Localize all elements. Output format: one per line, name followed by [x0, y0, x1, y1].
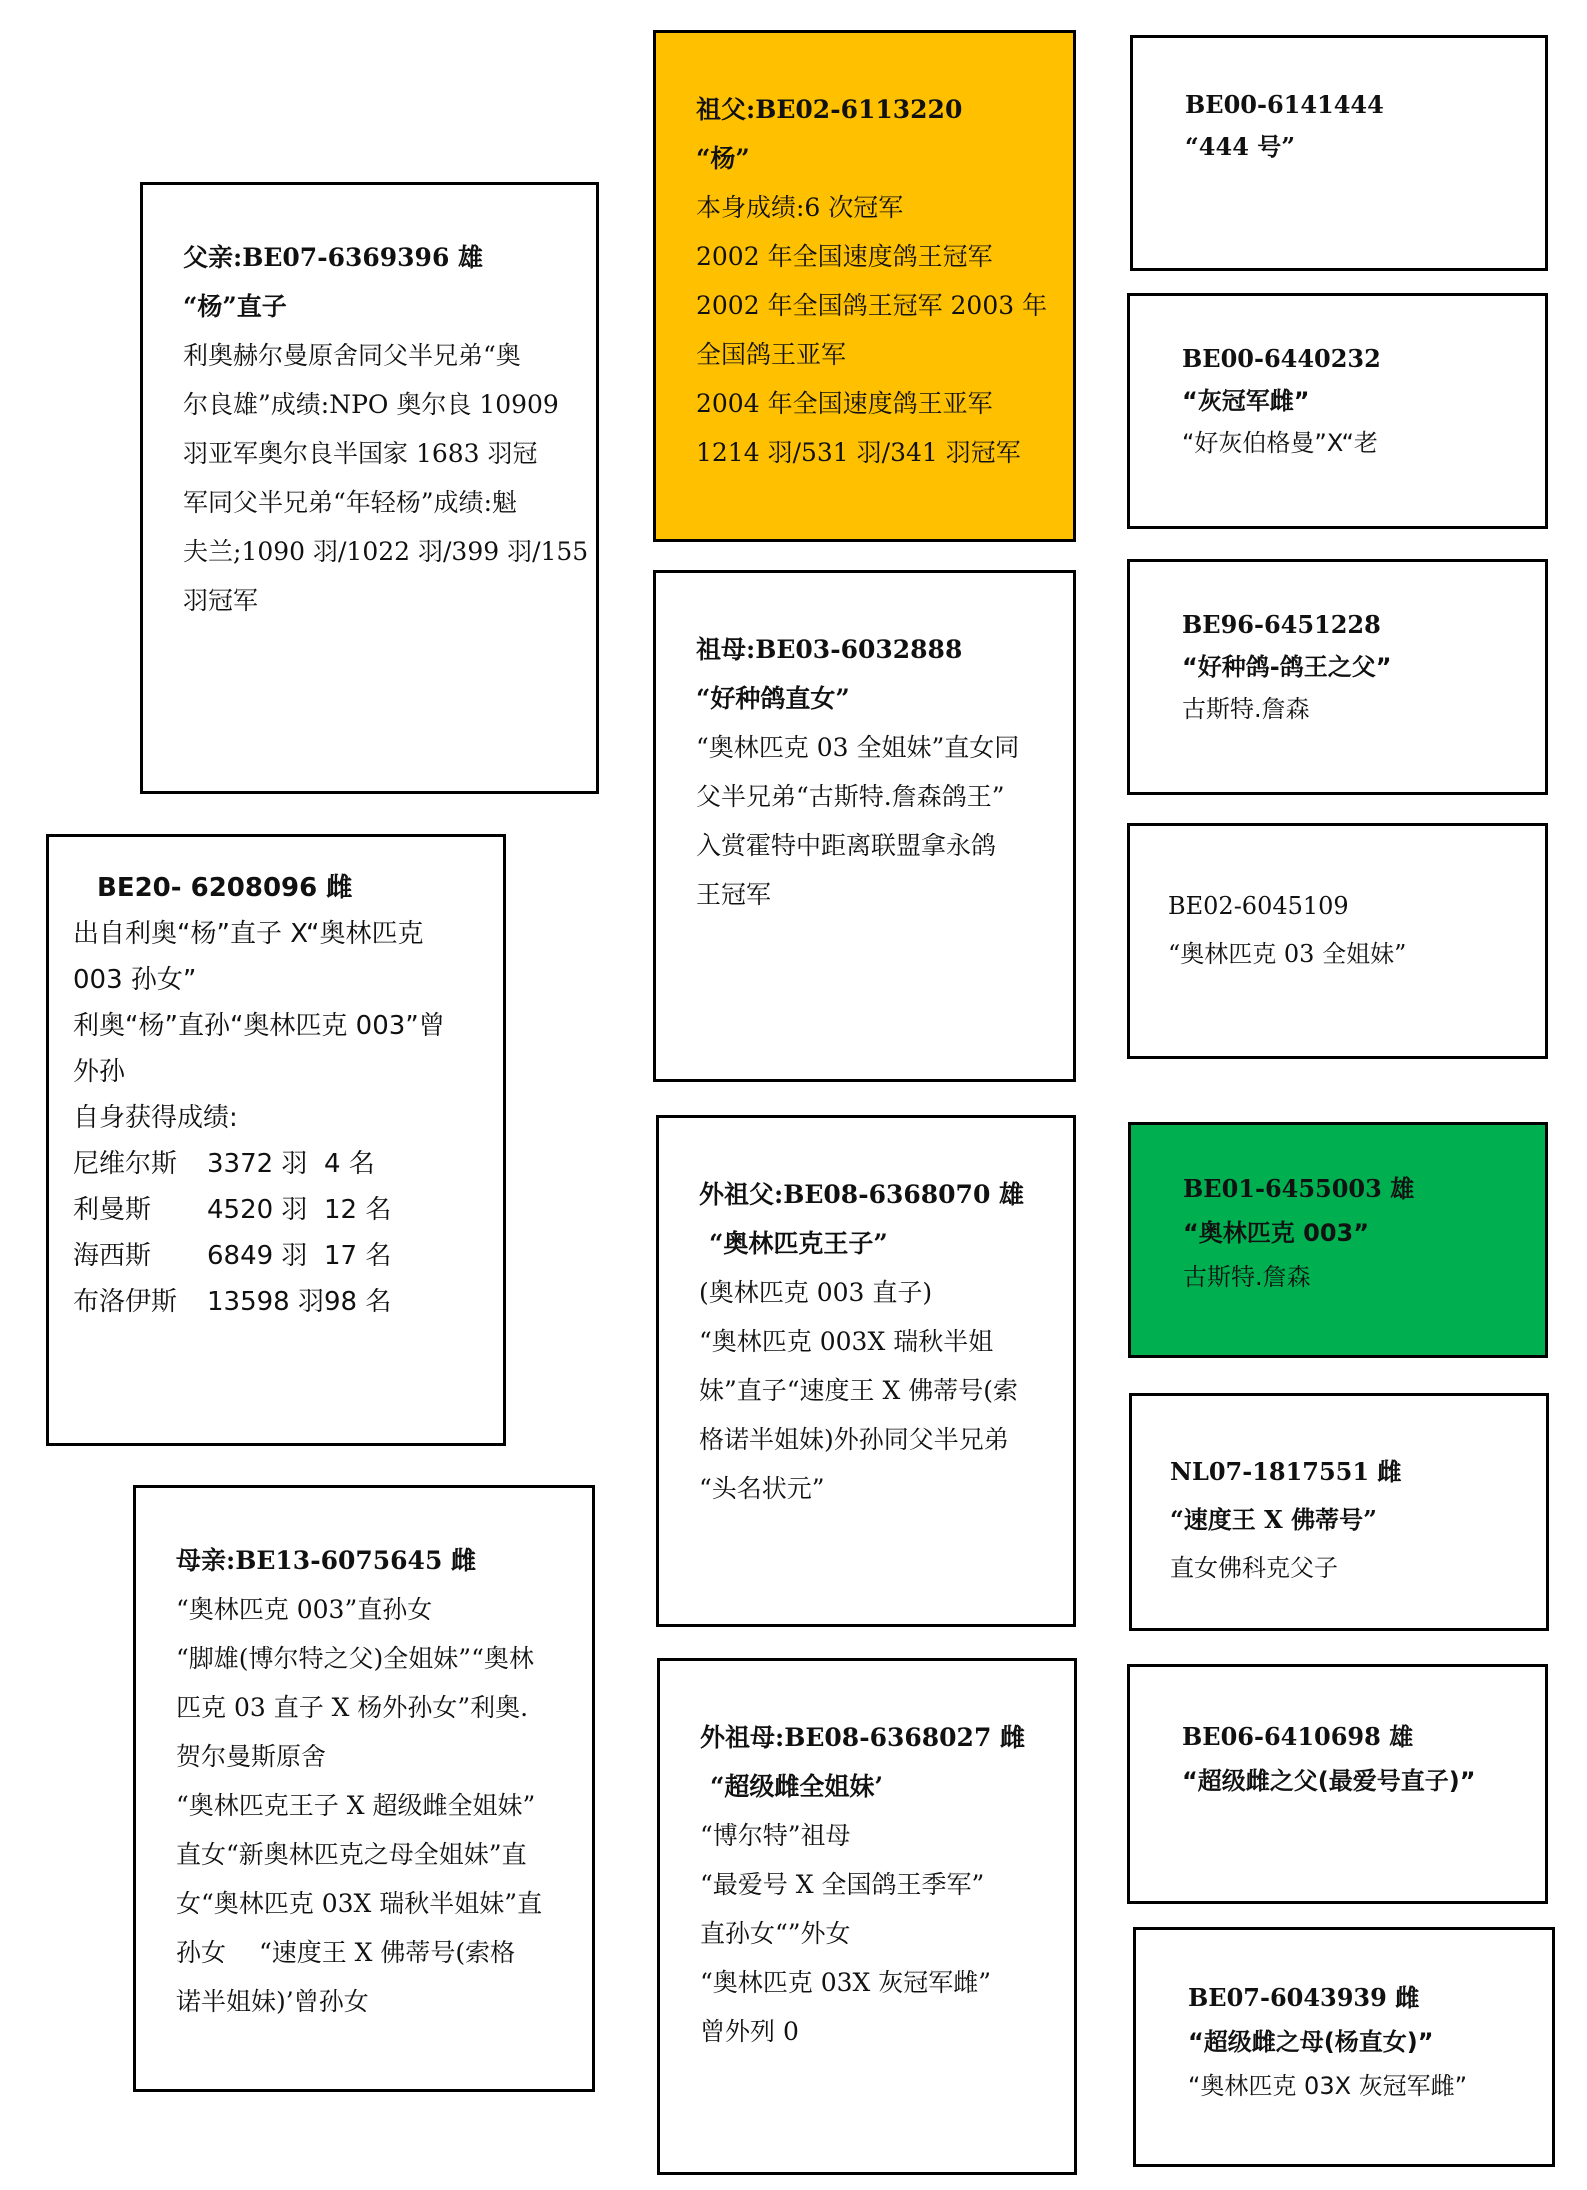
- ancestor-card: [1127, 559, 1548, 795]
- grandfather-line: 2002 年全国鸽王冠军 2003 年: [696, 291, 1048, 320]
- father-line: 夫兰;1090 羽/1022 羽/399 羽/155: [183, 537, 589, 566]
- grandfather-line: 全国鸽王亚军: [696, 340, 847, 369]
- ancestor-name: “灰冠军雌”: [1182, 387, 1310, 415]
- ancestor-name: “超级雌之父(最爱号直子)”: [1182, 1767, 1476, 1795]
- ancestor-note: “好灰伯格曼”X“老: [1182, 429, 1378, 457]
- mother-card: [133, 1485, 595, 2092]
- result-place: 17 名: [323, 1241, 392, 1271]
- ancestor-card: [1127, 1664, 1548, 1904]
- result-place: 12 名: [323, 1195, 392, 1225]
- ancestor-note: 直女佛科克父子: [1170, 1554, 1338, 1582]
- result-row: [73, 1233, 391, 1279]
- maternal-grandmother-title: 外祖母:BE08-6368027 雌: [700, 1723, 1026, 1752]
- ancestor-ring: BE00-6440232: [1182, 344, 1381, 373]
- grandfather-line: 本身成绩:6 次冠军: [696, 193, 904, 222]
- father-line: 利奥赫尔曼原舍同父半兄弟“奥: [183, 341, 521, 370]
- mother-title: 母亲:BE13-6075645 雌: [176, 1546, 477, 1575]
- father-card: [140, 182, 599, 794]
- grandmother-line: 入赏霍特中距离联盟拿永鸽: [696, 831, 997, 860]
- result-birds: 3372 羽: [207, 1149, 308, 1179]
- ancestor-name: “超级雌之母(杨直女)”: [1188, 2028, 1434, 2056]
- maternal-grandfather-name: “奥林匹克王子”: [709, 1229, 888, 1258]
- ancestor-card: [1129, 1393, 1549, 1631]
- maternal-grandmother-line: “奥林匹克 03X 灰冠军雌”: [700, 1968, 992, 1997]
- ancestor-name: “奥林匹克 003”: [1183, 1219, 1369, 1247]
- maternal-grandmother-line: 曾外列 0: [700, 2017, 799, 2046]
- maternal-grandfather-line: 妹”直子“速度王 X 佛蒂号(索: [699, 1376, 1019, 1405]
- mother-line: 直女“新奥林匹克之母全姐妹”直: [176, 1840, 527, 1869]
- result-row: [73, 1141, 391, 1187]
- paternal-grandfather-card: [653, 30, 1076, 542]
- ancestor-name: “速度王 X 佛蒂号”: [1170, 1505, 1377, 1534]
- results-table: [73, 1141, 391, 1325]
- grandfather-line: 2004 年全国速度鸽王亚军: [696, 389, 993, 418]
- ancestor-name: “444 号”: [1185, 132, 1296, 161]
- ancestor-card: [1127, 823, 1548, 1059]
- paternal-grandmother-card: [653, 570, 1076, 1082]
- father-name: “杨”直子: [183, 292, 287, 321]
- maternal-grandfather-line: 格诺半姐妹)外孙同父半兄弟: [699, 1425, 1009, 1454]
- result-birds: 13598 羽: [207, 1287, 324, 1317]
- grandfather-line: 2002 年全国速度鸽王冠军: [696, 242, 993, 271]
- father-title: 父亲:BE07-6369396 雄: [183, 243, 484, 272]
- father-line: 羽亚军奥尔良半国家 1683 羽冠: [183, 439, 538, 468]
- result-place: 98 名: [323, 1287, 392, 1317]
- maternal-grandfather-card: [656, 1115, 1076, 1627]
- result-row: [73, 1187, 391, 1233]
- result-race: 海西斯: [73, 1241, 152, 1271]
- ancestor-note: “奥林匹克 03X 灰冠军雌”: [1188, 2072, 1468, 2100]
- result-race: 利曼斯: [73, 1195, 152, 1225]
- grandfather-title: 祖父:BE02-6113220: [696, 95, 963, 124]
- subject-line: 003 孙女”: [73, 965, 197, 995]
- maternal-grandfather-line: “头名状元”: [699, 1474, 825, 1503]
- mother-line: “脚雄(博尔特之父)全姐妹”“奥林: [176, 1644, 534, 1673]
- mother-line: 匹克 03 直子 X 杨外孙女”利奥.: [176, 1693, 529, 1722]
- maternal-grandfather-title: 外祖父:BE08-6368070 雄: [699, 1180, 1025, 1209]
- mother-line: 诺半姐妹)’曾孙女: [176, 1987, 369, 2016]
- father-line: 尔良雄”成绩:NPO 奥尔良 10909: [183, 390, 559, 419]
- mother-line: “奥林匹克 003”直孙女: [176, 1595, 433, 1624]
- result-place: 4 名: [323, 1149, 375, 1179]
- grandfather-line: 1214 羽/531 羽/341 羽冠军: [696, 438, 1021, 467]
- mother-line: “奥林匹克王子 X 超级雌全姐妹”: [176, 1791, 536, 1820]
- maternal-grandmother-card: [657, 1658, 1077, 2175]
- ancestor-note: 古斯特.詹森: [1183, 1263, 1311, 1291]
- result-birds: 4520 羽: [207, 1195, 308, 1225]
- maternal-grandmother-line: 直孙女“”外女: [700, 1919, 851, 1948]
- maternal-grandfather-line: (奥林匹克 003 直子): [699, 1278, 933, 1307]
- ancestor-ring: NL07-1817551 雌: [1170, 1457, 1402, 1486]
- subject-ring: BE20- 6208096 雌: [97, 873, 353, 903]
- ancestor-ring: BE00-6141444: [1185, 90, 1384, 119]
- subject-line: 利奥“杨”直孙“奥林匹克 003”曾: [73, 1011, 445, 1041]
- grandmother-name: “好种鸽直女”: [696, 684, 850, 713]
- ancestor-note: 古斯特.詹森: [1182, 695, 1310, 723]
- ancestor-card: [1133, 1927, 1555, 2167]
- grandfather-name: “杨”: [696, 144, 750, 173]
- grandmother-line: 父半兄弟“古斯特.詹森鸽王”: [696, 782, 1005, 811]
- result-race: 尼维尔斯: [73, 1149, 178, 1179]
- maternal-grandfather-line: “奥林匹克 003X 瑞秋半姐: [699, 1327, 994, 1356]
- ancestor-name: “好种鸽-鸽王之父”: [1182, 653, 1392, 681]
- ancestor-ring: BE96-6451228: [1182, 610, 1381, 639]
- father-line: 羽冠军: [183, 586, 259, 615]
- maternal-grandmother-name: “超级雌全姐妹’: [710, 1772, 884, 1801]
- result-row: [73, 1279, 391, 1325]
- ancestor-name: “奥林匹克 03 全姐妹”: [1168, 940, 1407, 968]
- result-birds: 6849 羽: [207, 1241, 308, 1271]
- mother-line: 贺尔曼斯原舍: [176, 1742, 327, 1771]
- ancestor-card: [1127, 293, 1548, 529]
- mother-line: 女“奥林匹克 03X 瑞秋半姐妹”直: [176, 1889, 543, 1918]
- result-race: 布洛伊斯: [73, 1287, 178, 1317]
- grandmother-title: 祖母:BE03-6032888: [696, 635, 963, 664]
- father-line: 军同父半兄弟“年轻杨”成绩:魁: [183, 488, 517, 517]
- mother-line: 孙女 “速度王 X 佛蒂号(索格: [176, 1938, 516, 1967]
- maternal-grandmother-line: “最爱号 X 全国鸽王季军”: [700, 1870, 985, 1899]
- ancestor-card: [1130, 35, 1548, 271]
- subject-line: 出自利奥“杨”直子 X“奥林匹克: [73, 919, 424, 949]
- subject-line: 外孙: [73, 1057, 126, 1087]
- subject-card: [46, 834, 506, 1446]
- maternal-grandmother-line: “博尔特”祖母: [700, 1821, 851, 1850]
- ancestor-card-olympiade: [1128, 1122, 1548, 1358]
- ancestor-ring: BE06-6410698 雄: [1182, 1722, 1414, 1751]
- ancestor-ring: BE02-6045109: [1168, 892, 1349, 920]
- grandmother-line: “奥林匹克 03 全姐妹”直女同: [696, 733, 1020, 762]
- ancestor-ring: BE07-6043939 雌: [1188, 1983, 1420, 2012]
- grandmother-line: 王冠军: [696, 880, 772, 909]
- results-title: 自身获得成绩:: [73, 1103, 238, 1133]
- ancestor-ring: BE01-6455003 雄: [1183, 1174, 1415, 1203]
